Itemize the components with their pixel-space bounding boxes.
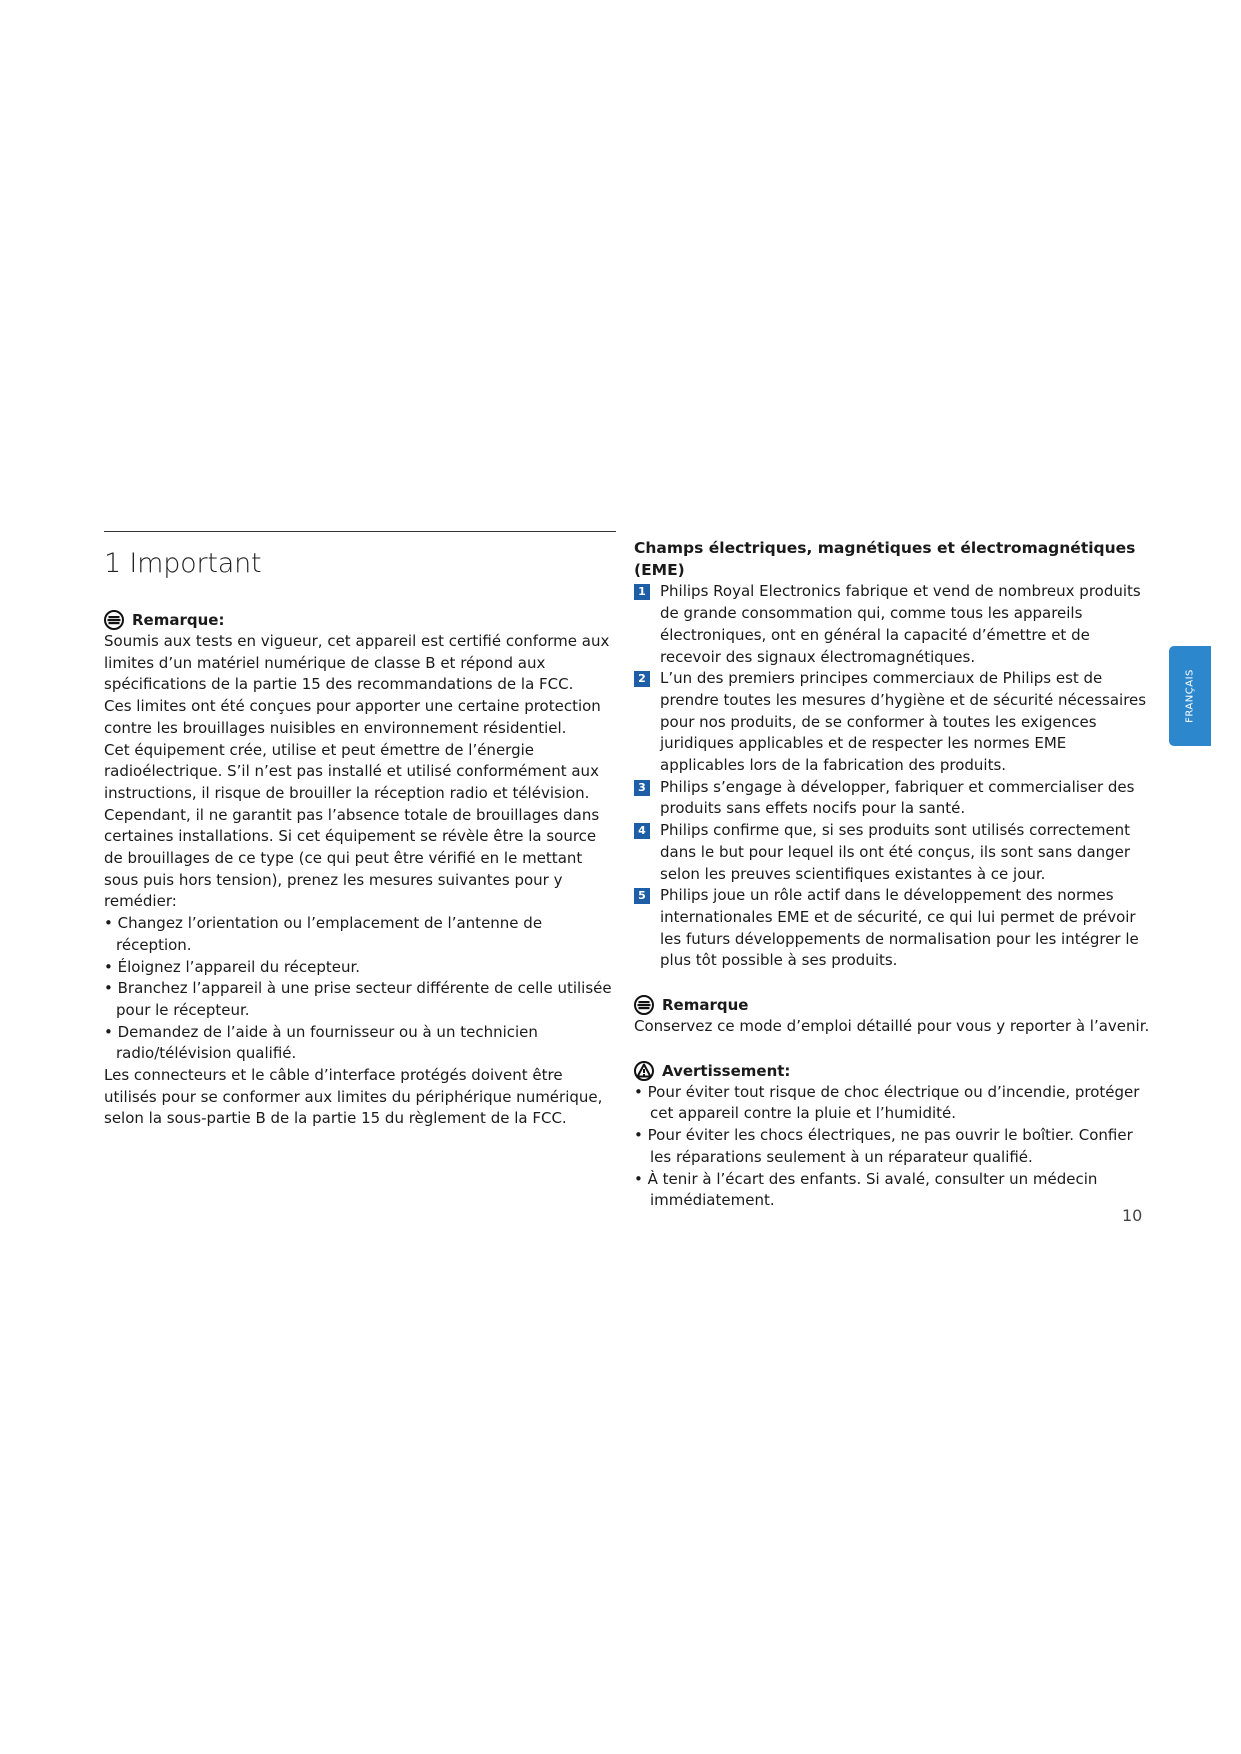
- left-column: [104, 531, 616, 1130]
- closing-paragraph: Les connecteurs et le câble d’interface protégés doivent être utilisés pour se conformer aux limites du périphérique numérique, selon la sous-partie B de la partie 15 du règlement de la FCC.: [104, 1066, 603, 1128]
- page-number: 10: [1122, 1206, 1143, 1225]
- paragraph: Ces limites ont été conçues pour apporter une certaine protection contre les brouillages nuisibles en environnement résidentiel.: [104, 697, 601, 737]
- eme-item: [634, 820, 1154, 885]
- note-icon: [634, 995, 654, 1015]
- bullet-item: • Branchez l’appareil à une prise secteur différente de celle utilisée pour le récepteur.: [104, 978, 616, 1021]
- warning-item: • Pour éviter les chocs électriques, ne pas ouvrir le boîtier. Confier les réparations seulement à un réparateur qualifié.: [634, 1125, 1154, 1168]
- language-tab: [1169, 646, 1211, 746]
- eme-item-text: Philips joue un rôle actif dans le développement des normes internationales EME et de sécurité, ce qui lui permet de prévoir les futurs développements de normalisation pour les intégrer le plus tôt possible à ses produits.: [660, 886, 1139, 970]
- number-badge: 3: [634, 780, 650, 796]
- number-badge: 1: [634, 584, 650, 600]
- eme-heading: Champs électriques, magnétiques et électromagnétiques (EME): [634, 539, 1136, 579]
- language-tab-label: FRANÇAIS: [1184, 669, 1196, 723]
- warning-label: Avertissement:: [662, 1061, 791, 1080]
- warning-icon: [634, 1061, 654, 1081]
- warning-item: • À tenir à l’écart des enfants. Si avalé, consulter un médecin immédiatement.: [634, 1169, 1154, 1212]
- eme-item: [634, 668, 1154, 777]
- note-heading-left: [104, 609, 616, 631]
- number-badge: 4: [634, 823, 650, 839]
- eme-item: [634, 581, 1154, 668]
- paragraph: Cet équipement crée, utilise et peut émettre de l’énergie radioélectrique. S’il n’est pas installé et utilisé conformément aux instructions, il risque de brouiller la réception radio et télévision. Cependant, il ne garantit pas l’absence totale de brouillages dans certaines installations. Si cet équipement se révèle être la source de brouillages de ce type (ce qui peut être vérifié en le mettant sous puis hors tension), prenez les mesures suivantes pour y remédier:: [104, 740, 600, 911]
- note-label: Remarque:: [132, 611, 225, 629]
- warning-heading: [634, 1060, 1154, 1082]
- eme-item-text: L’un des premiers principes commerciaux de Philips est de prendre toutes les mesures d’hygiène et de sécurité nécessaires pour nos produits, de se conformer à toutes les exigences juridiques applicables et de respecter les normes EME applicables lors de la fabrication des produits.: [660, 669, 1147, 775]
- note-label: Remarque: [662, 996, 749, 1015]
- section-title: 1 Important: [104, 548, 262, 579]
- number-badge: 5: [634, 888, 650, 904]
- note-text: Conservez ce mode d’emploi détaillé pour vous y reporter à l’avenir.: [634, 1017, 1150, 1036]
- paragraph: Soumis aux tests en vigueur, cet appareil est certifié conforme aux limites d’un matériel numérique de classe B et répond aux spécifications de la partie 15 des recommandations de la FCC.: [104, 632, 610, 694]
- bullet-item: • Changez l’orientation ou l’emplacement de l’antenne de réception.: [104, 913, 616, 956]
- eme-item-text: Philips Royal Electronics fabrique et vend de nombreux produits de grande consommation qui, comme tous les appareils électroniques, ont en général la capacité d’émettre et de recevoir des signaux électromagnétiques.: [660, 582, 1141, 666]
- eme-item: [634, 885, 1154, 972]
- section-rule: [104, 531, 616, 532]
- eme-item-text: Philips s’engage à développer, fabriquer et commercialiser des produits sans effets nocifs pour la santé.: [660, 777, 1135, 818]
- number-badge: 2: [634, 671, 650, 687]
- bullet-item: • Demandez de l’aide à un fournisseur ou à un technicien radio/télévision qualifié.: [104, 1022, 616, 1065]
- eme-item: [634, 777, 1154, 820]
- note-heading-right: [634, 994, 1154, 1016]
- note-icon: [104, 610, 124, 630]
- bullet-item: • Éloignez l’appareil du récepteur.: [104, 957, 616, 979]
- eme-item-text: Philips confirme que, si ses produits sont utilisés correctement dans le but pour lequel ils ont été conçus, ils sont sans danger selon les preuves scientifiques existantes à ce jour.: [660, 821, 1131, 883]
- warning-item: • Pour éviter tout risque de choc électrique ou d’incendie, protéger cet appareil contre la pluie et l’humidité.: [634, 1082, 1154, 1125]
- right-column: [634, 538, 1154, 1212]
